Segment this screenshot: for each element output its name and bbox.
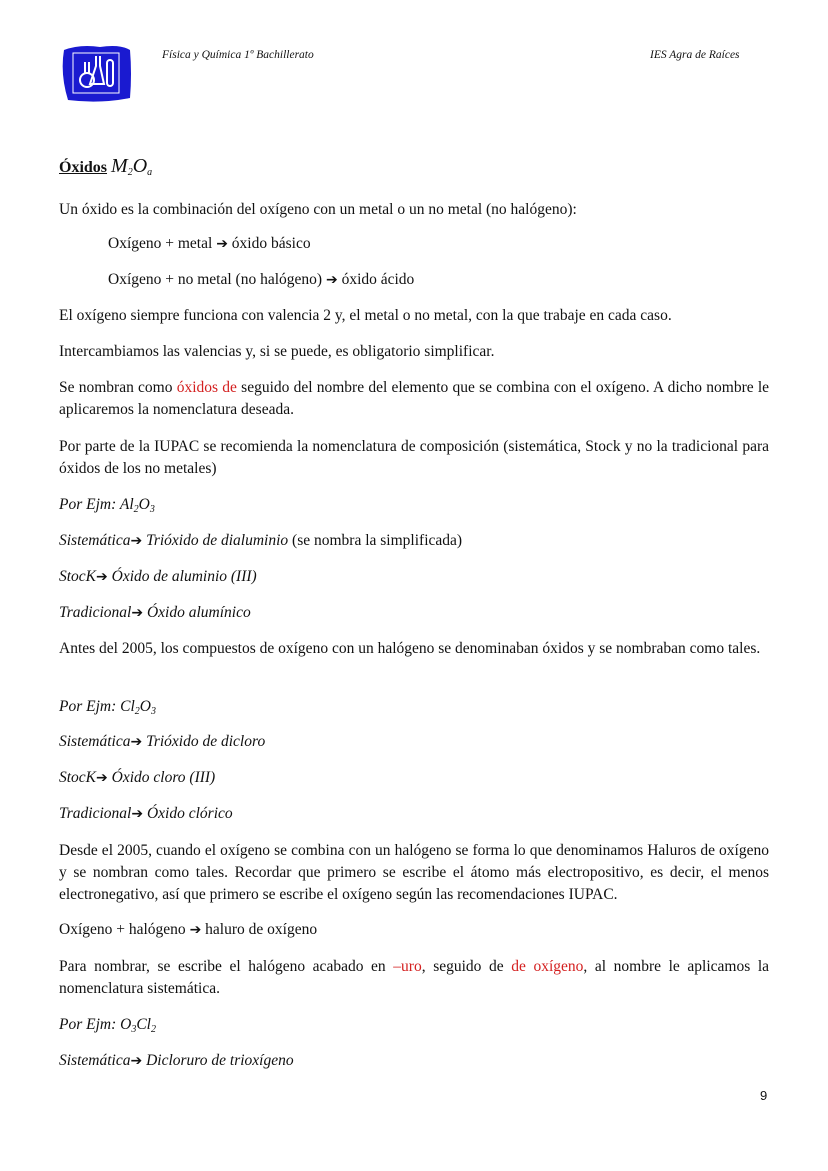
paragraph: Desde el 2005, cuando el oxígeno se combina con un halógeno se forma lo que denominamos Haluros de oxígeno y se nombran como tales. Recordar que primero se escribe el átomo más electropositivo, es decir, el menos electronegativo, así que primero se escribe el oxígeno según las recomendaciones IUPAC. bbox=[59, 842, 769, 903]
page-number: 9 bbox=[760, 1088, 768, 1103]
header-school: IES Agra de Raíces bbox=[650, 49, 740, 61]
example-label: Por Ejm: $Cl_2O_3$ bbox=[59, 698, 156, 717]
rule-basic-oxide: Oxígeno + metal ➔ óxido básico bbox=[108, 235, 311, 252]
paragraph: Para nombrar, se escribe el halógeno acabado en –uro, seguido de de oxígeno, al nombre le aplicamos la nomenclatura sistemática. bbox=[59, 958, 770, 997]
example-stock: StocK➔ Óxido cloro (III) bbox=[59, 769, 216, 786]
section-title: Óxidos $M_2O_a$ bbox=[59, 155, 153, 178]
general-formula: $M_2O_a$ bbox=[111, 155, 153, 178]
paragraph: Por parte de la IUPAC se recomienda la nomenclatura de composición (sistemática, Stock y no la tradicional para óxidos de los no metales) bbox=[59, 438, 769, 477]
header-course: Física y Química 1º Bachillerato bbox=[162, 49, 314, 61]
paragraph: Se nombran como óxidos de seguido del nombre del elemento que se combina con el oxígeno. A dicho nombre le aplicaremos la nomenclatura deseada. bbox=[59, 379, 770, 418]
arrow-icon: ➔ bbox=[216, 236, 228, 252]
example-systematic: Sistemática➔ Trióxido de dialuminio (se nombra la simplificada) bbox=[59, 532, 463, 549]
example-systematic: Sistemática➔ Trióxido de dicloro bbox=[59, 733, 266, 750]
rule-acid-oxide: Oxígeno + no metal (no halógeno) ➔ óxido ácido bbox=[108, 271, 415, 288]
paragraph: Un óxido es la combinación del oxígeno con un metal o un no metal (no halógeno): bbox=[59, 201, 577, 218]
example-label: Por Ejm: $O_3Cl_2$ bbox=[59, 1016, 156, 1035]
logo bbox=[60, 44, 132, 104]
rule-halide: Oxígeno + halógeno ➔ haluro de oxígeno bbox=[59, 921, 318, 938]
example-traditional: Tradicional➔ Óxido alumínico bbox=[59, 604, 251, 621]
example-stock: StocK➔ Óxido de aluminio (III) bbox=[59, 568, 257, 585]
arrow-icon: ➔ bbox=[325, 272, 338, 288]
paragraph: El oxígeno siempre funciona con valencia 2 y, el metal o no metal, con la que trabaje en cada caso. bbox=[59, 307, 672, 324]
example-systematic: Sistemática➔ Dicloruro de trioxígeno bbox=[59, 1052, 294, 1069]
example-label: Por Ejm: $Al_2O_3$ bbox=[59, 496, 155, 515]
paragraph: Intercambiamos las valencias y, si se puede, es obligatorio simplificar. bbox=[59, 343, 495, 360]
example-traditional: Tradicional➔ Óxido clórico bbox=[59, 805, 233, 822]
paragraph: Antes del 2005, los compuestos de oxígeno con un halógeno se denominaban óxidos y se nombraban como tales. bbox=[59, 640, 761, 657]
